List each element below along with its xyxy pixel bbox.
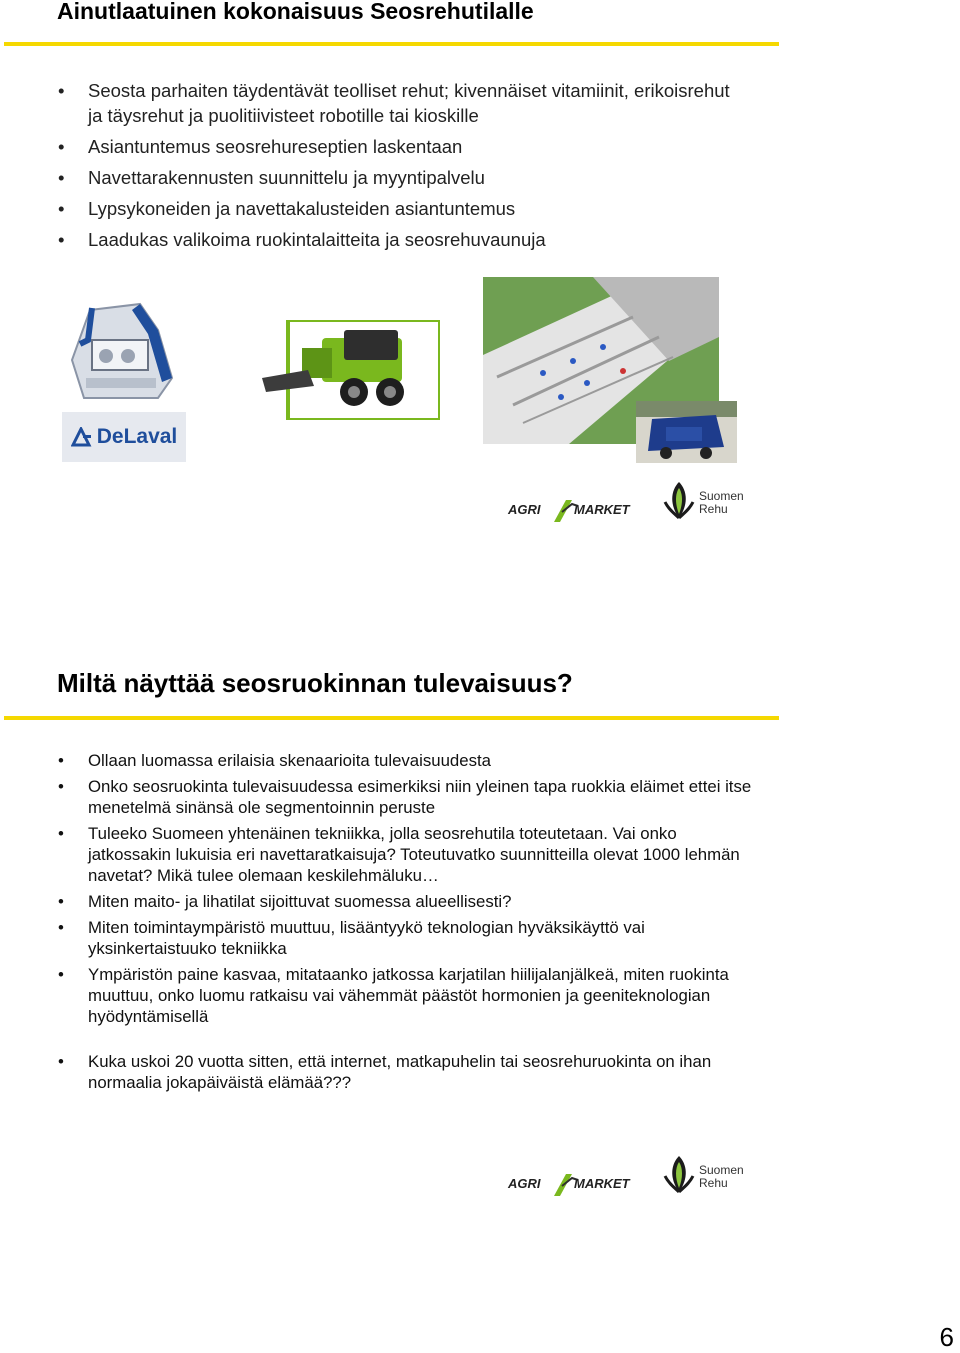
- list-item: • Ollaan luomassa erilaisia skenaarioita tulevaisuudesta: [58, 750, 758, 771]
- agrimarket-logo: [508, 1168, 630, 1198]
- title-rule: [4, 716, 779, 720]
- suomen-rehu-line-1: Suomen: [699, 489, 744, 503]
- section-2-title: Miltä näyttää seosruokinnan tulevaisuus?: [57, 668, 573, 698]
- list-item: • Seosta parhaiten täydentävät teolliset rehut; kivennäiset vitamiinit, erikoisrehut ja täysrehut ja puolitiivisteet robotille tai kioskille: [58, 78, 748, 128]
- mixer-wagon-image: [636, 401, 737, 463]
- list-item: • Asiantuntemus seosrehureseptien laskentaan: [58, 134, 748, 159]
- list-item: • Onko seosruokinta tulevaisuudessa esimerkiksi niin yleinen tapa ruokkia eläimet ettei itse menetelmä sinänsä ole segmentoinnin peruste: [58, 776, 758, 818]
- wheat-icon: [663, 480, 695, 520]
- list-item: • Lypsykoneiden ja navettakalusteiden asiantuntemus: [58, 196, 748, 221]
- page-number: 6: [939, 1322, 954, 1352]
- list-item: • Laadukas valikoima ruokintalaitteita ja seosrehuvaunuja: [58, 227, 748, 252]
- title-rule: [4, 42, 779, 46]
- wheat-icon: [663, 1154, 695, 1194]
- suomen-rehu-logo: [663, 480, 755, 522]
- list-item: • Miten maito- ja lihatilat sijoittuvat suomessa alueellisesti?: [58, 891, 758, 912]
- list-item: • Tuleeko Suomeen yhtenäinen tekniikka, jolla seosrehutila toteutetaan. Vai onko jatkossakin lukuisia eri navettaratkaisuja? Toteutuvatko suunnitteilla olevat 1000 lehmän navetat? Mikä tulee olemaan keskilehmäluku…: [58, 823, 758, 886]
- list-item: • Miten toimintaympäristö muuttuu, lisääntyykö teknologian hyväksikäyttö vai yksinkertaistuuko tekniikka: [58, 917, 758, 959]
- milking-robot-image: [62, 300, 186, 404]
- agrimarket-left-text: AGRI: [508, 1176, 541, 1191]
- agrimarket-logo: [508, 494, 630, 524]
- section-2-bullets: [58, 750, 758, 1098]
- list-item: • Ympäristön paine kasvaa, mitataanko jatkossa karjatilan hiilijalanjälkeä, miten ruokinta muuttuu, onko luomu ratkaisu vai vähemmät päästöt hormonien ja geeniteknologian hyödyntämisellä: [58, 964, 758, 1027]
- delaval-logo: [62, 412, 186, 462]
- suomen-rehu-line-1: Suomen: [699, 1163, 744, 1177]
- section-1-bullets: [58, 78, 748, 258]
- delaval-mark-icon: [71, 427, 93, 447]
- agrimarket-right-text: MARKET: [574, 502, 630, 517]
- suomen-rehu-line-2: Rehu: [699, 502, 728, 516]
- agrimarket-right-text: MARKET: [574, 1176, 630, 1191]
- agrimarket-left-text: AGRI: [508, 502, 541, 517]
- list-item: • Kuka uskoi 20 vuotta sitten, että internet, matkapuhelin tai seosrehuruokinta on ihan normaalia jokapäiväistä elämää???: [58, 1051, 758, 1093]
- list-item: • Navettarakennusten suunnittelu ja myyntipalvelu: [58, 165, 748, 190]
- feed-mixer-image: [262, 320, 440, 420]
- suomen-rehu-logo: [663, 1154, 755, 1196]
- section-1-title: Ainutlaatuinen kokonaisuus Seosrehutilalle: [57, 0, 534, 24]
- suomen-rehu-line-2: Rehu: [699, 1176, 728, 1190]
- delaval-logo-text: DeLaval: [96, 425, 178, 448]
